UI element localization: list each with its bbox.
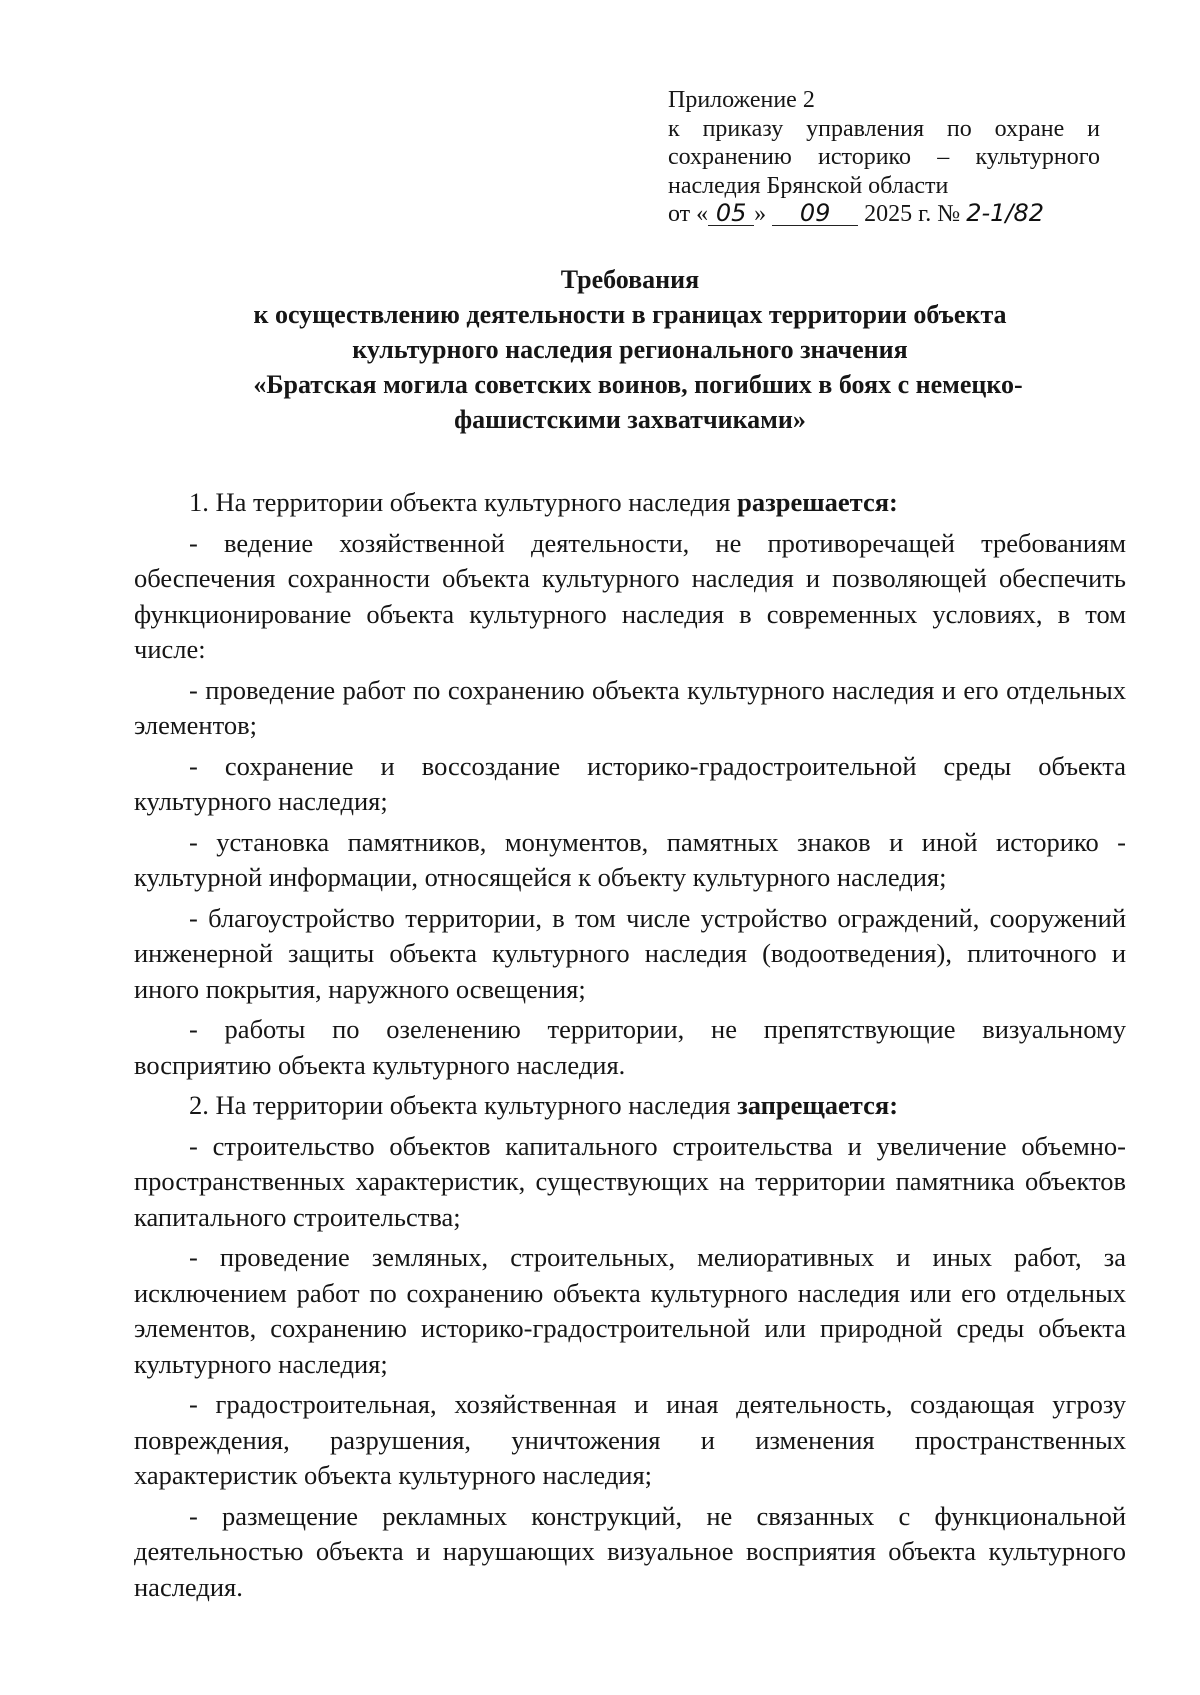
section-2-heading [134,1088,1126,1124]
section-1-item: - установка памятников, монументов, памятных знаков и иной историко - культурной информации, относящейся к объекту культурного наследия; [134,826,1126,892]
appendix-order-line: к приказу управления по охране и [668,115,1100,142]
title-line-2: к осуществлению деятельности в границах территории объекта [253,300,1007,329]
section-1-item: - ведение хозяйственной деятельности, не противоречащей требованиям обеспечения сохранности объекта культурного наследия и позволяющей обеспечить функционирование объекта культурного наследия в современных условиях, в том числе: [134,527,1126,664]
section-1-item: - работы по озеленению территории, не препятствующие визуальному восприятию объекта культурного наследия. [134,1014,1126,1080]
title-line-4: «Братская могила советских воинов, погибших в боях с немецко- [253,370,1023,399]
section-1-heading [134,485,1126,521]
section-2-item: - градостроительная, хозяйственная и иная деятельность, создающая угрозу повреждения, разрушения, уничтожения и изменения пространственных характеристик объекта культурного наследия; [134,1389,1126,1490]
section-1-item: - проведение работ по сохранению объекта культурного наследия и его отдельных элементов; [134,674,1126,740]
order-number-handwritten: 2-1/82 [966,199,1045,227]
title-line-5: фашистскими захватчиками» [454,405,806,434]
section-2-item: - строительство объектов капитального строительства и увеличение объемно-пространственных характеристик, существующих на территории памятника объектов капитального строительства; [134,1130,1126,1232]
title-line-3: культурного наследия регионального значения [352,335,908,364]
date-day-close: » [754,201,767,227]
section-2-item: - размещение рекламных конструкций, не связанных с функциональной деятельностью объекта и нарушающих визуальное восприятия объекта культурного наследия. [134,1500,1126,1602]
document-body [134,485,1126,1610]
date-year-number-label: 2025 г. № [864,201,961,227]
appendix-title: Приложение 2 [668,87,815,113]
title-line-1: Требования [560,265,700,294]
section-1-item: - сохранение и воссоздание историко-градостроительной среды объекта культурного наследия; [134,750,1126,816]
section-1-item: - благоустройство территории, в том числе устройство ограждений, сооружений инженерной защиты объекта культурного наследия (водоотведения), плиточного и иного покрытия, наружного освещения; [134,902,1126,1004]
section-1-heading-bold: разрешается: [737,487,898,517]
section-1-heading-text: 1. На территории объекта культурного наследия [189,487,738,517]
section-2-heading-text: 2. На территории объекта культурного наследия [189,1090,738,1120]
date-month-handwritten: 09 [772,201,858,226]
date-day-handwritten: 05 [708,201,754,226]
section-2-item: - проведение земляных, строительных, мелиоративных и иных работ, за исключением работ по сохранению объекта культурного наследия или его отдельных элементов, сохранению историко-градостроительной или природной среды объекта культурного наследия; [134,1242,1126,1379]
appendix-department-line: сохранению историко – культурного [668,144,1100,170]
appendix-date-line [668,200,1100,232]
date-prefix: от « [668,201,709,227]
section-2-heading-bold: запрещается: [737,1090,899,1120]
document-title [130,262,1130,437]
appendix-block [668,86,1100,232]
appendix-region-line: наследия Брянской области [668,172,949,199]
